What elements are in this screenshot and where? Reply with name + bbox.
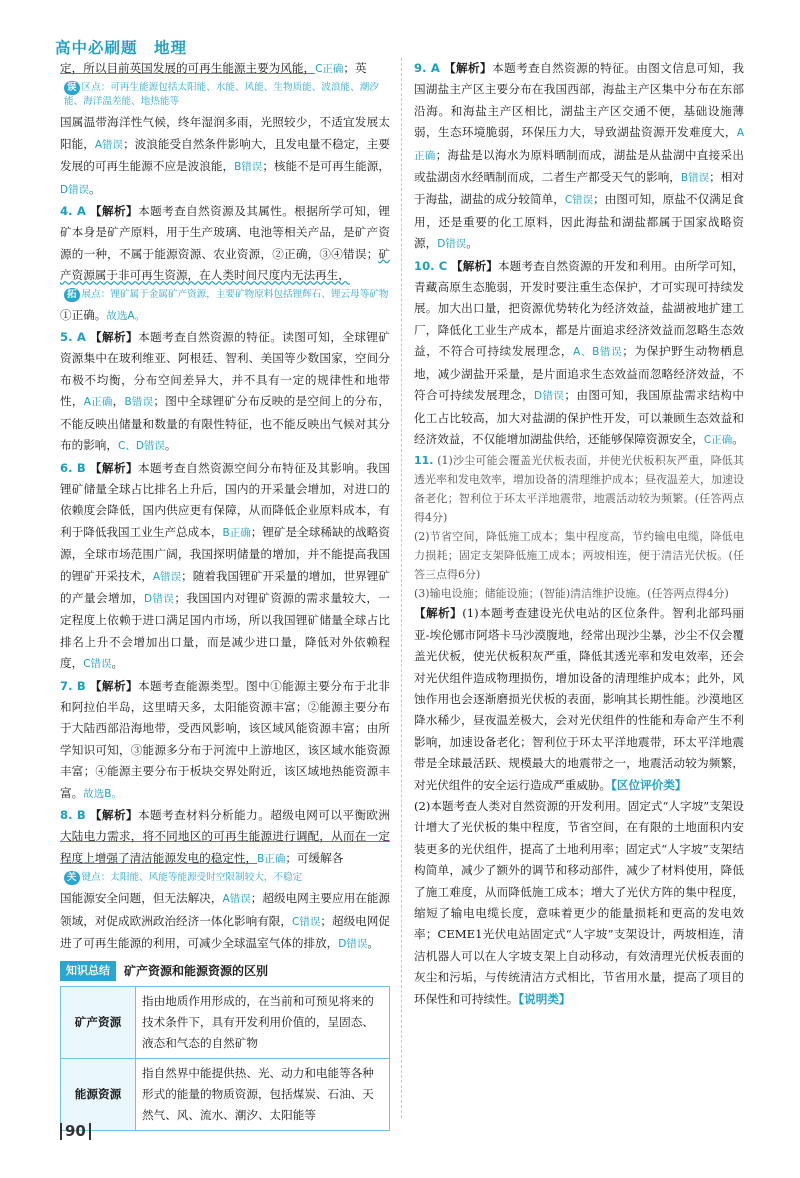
q8-body: 本题考查材料分析能力。超级电网可以平衡欧洲 [138,808,390,822]
question-10 [414,256,744,452]
table-row-key: 能源资源 [61,1059,136,1131]
q8-note-text: 太阳能、风能等能源受时空限制较大，不稳定 [110,872,303,884]
q9-c-wrong: C错误 [564,194,594,207]
q3-note-text: 可再生能源包括太阳能、水能、风能、生物质能、波浪能、潮汐能、海洋温差能、地热能等 [64,82,379,108]
q5-number: 5. A [60,330,86,345]
q9-a-correct: A正确 [414,127,744,162]
table-row [61,987,390,1059]
q5-label: 【解析】 [90,330,139,345]
q6-end: 。 [111,656,124,671]
q7-label: 【解析】 [89,678,138,693]
question-6 [60,458,390,676]
q10-body3: ；由图可知，我国原盐需求结构中化工占比较高，加大对盐湖的保护性开发，可以兼顾生态效益和经济效益，不仅能增加湖盐供给，还能够保障资源安全， [414,388,744,446]
q3-line1: 定，所以目前英国发展的可再生能源主要为风能， [60,61,316,75]
q4-note-tag: 拓 [64,288,80,302]
q8-label: 【解析】 [89,808,138,822]
q11-category-2: 【说明类】 [518,991,571,1006]
q9-number: 9. A [414,61,440,75]
q9-label: 【解析】 [444,61,493,75]
q5-sep: ， [112,394,125,409]
q3-body: 国属温带海洋性气候，终年湿润多雨，光照较少，不适宜发展太阳能， [60,115,390,151]
q8-body2: ；可缓解各 [285,850,344,865]
q10-ab-wrong: A、B错误 [573,346,623,359]
q4-body: 本题考查自然资源及其属性。根据所学可知，锂矿本身是矿产原料，用于生产玻璃、电池等相关产品，是矿产资源的一种，不属于能源资源、农业资源，②正确，③④错误； [60,204,390,261]
q6-d-wrong: D错误 [144,592,175,605]
q5-cd-wrong: C、D错误 [117,440,165,453]
q8-body5: ；超级电网促进了可再生能源的利用，可减少全球温室气体的排放， [60,913,390,951]
question-4 [60,201,390,327]
knowledge-summary [60,960,390,1131]
q3-body2: ；波浪能受自然条件影响大，且发电量不稳定，主要发展的可再生能源不应是波浪能， [60,136,390,174]
table-row [61,1059,390,1131]
table-row-value: 指由地质作用形成的，在当前和可预见将来的技术条件下，具有开发利用价值的，呈固态、液态和气态的自然矿物 [136,987,390,1059]
q8-b-correct: B正确 [257,852,286,865]
q5-b-wrong: B错误 [124,396,154,409]
knowledge-summary-table [60,986,390,1131]
q3-body3: ；核能不是可再生能源， [262,159,390,174]
q4-end: ①正确。 [60,307,107,322]
knowledge-summary-tag: 知识总结 [60,961,116,981]
q9-body: 本题考查自然资源的特征。由图文信息可知，我国湖盐主产区主要分布在我国西部，海盐主产区集中分布在东部沿海。和海盐主产区相比，湖盐主产区交通不便，基础设施薄弱，生态环境脆弱，环保压力大，导致湖盐资源开发难度大， [414,61,744,140]
q8-underlined: 大陆电力需求，将不同地区的可再生能源进行调配，从而在一定程度上增强了清洁能源发电的稳定性， [60,829,390,865]
q5-body: 本题考查自然资源的特征。读图可知，全球锂矿资源集中在玻利维亚、阿根廷、智利、美国等少数国家，空间分布极不均衡，分布空间差异大，并不具有一定的规律性和地带性， [60,330,390,409]
q8-end: 。 [367,936,379,951]
q3-a-wrong: A错误 [94,138,124,151]
q7-number: 7. B [60,678,86,693]
q3-line1-end: ；英 [343,61,367,75]
q11-analysis-label: 【解析】 [414,606,463,621]
table-row-value: 指自然界中能提供热、光、动力和电能等各种形式的能量的物质资源，包括煤炭、石油、天然气、风、流水、潮汐、太阳能等 [136,1059,390,1131]
q9-body3: ；相对于海盐，湖盐的成分较简单， [414,170,744,207]
q11-category-1: 【区位评价类】 [611,777,687,792]
q6-body4: ；我国国内对锂矿资源的需求量较大，一定程度上依赖于进口满足国内市场，所以我国锂矿储量全球占比排名上升不会增加出口量，而是减少进口量，降低对外依赖程度， [60,590,390,671]
column-divider [401,58,402,1118]
q4-note [60,288,390,302]
q10-d-wrong: D错误 [534,390,565,403]
q7-body: 本题考查能源类型。图中①能源主要分布于北非和阿拉伯半岛，这里晴天多，太阳能资源丰富；②能源主要分布于大陆西部沿海地带，受西风影响，该区域风能资源丰富；由所学知识可知，③能源多分布于河流中上游地区，该区域水能资源丰富；④能源主要分布于板块交界处附近，该区域地热能资源丰富。 [60,678,390,800]
q6-body: 本题考查自然资源空间分布特征及其影响。我国锂矿储量全球占比排名上升后，国内的开采量会增加，对进口的依赖度会降低，国内供应更有保障，从而降低企业原料成本，有利于降低我国工业生产总成本， [60,460,390,539]
q11-number: 11. [414,454,434,468]
page-header: 高中必刷题 地理 [55,39,188,57]
q9-d-wrong: D错误 [437,238,467,251]
page-number: 90 [60,1123,91,1140]
q10-end: 。 [732,431,744,446]
q5-body2: ；图中全球锂矿分布反映的是空间上的分布，不能反映出储量和数量的有限性特征，也不能反映出气候对其分布的影响， [60,394,390,453]
table-row-key: 矿产资源 [61,987,136,1059]
q4-number: 4. A [60,204,86,219]
knowledge-summary-title: 矿产资源和能源资源的区别 [124,963,269,978]
q4-answer: 故选A。 [106,309,146,322]
q7-answer: 故选B。 [83,787,122,800]
q9-body4: ；由图可知，原盐不仅满足食用，还是重要的化工原料，因此海盐和湖盐都属于国家战略资源， [414,192,744,251]
q4-note-text: 锂矿属于金属矿产资源，主要矿物原料包括锂辉石、锂云母等矿物 [110,288,389,300]
q4-label: 【解析】 [90,204,139,219]
q6-a-wrong: A错误 [152,570,182,583]
q8-c-wrong: C错误 [292,915,321,928]
right-column [414,58,744,1010]
q9-b-wrong: B错误 [680,172,710,185]
q8-a-wrong: A错误 [222,893,251,906]
q3-note-label: 区点： [81,82,111,94]
question-7 [60,676,390,805]
q6-b-correct: B正确 [222,526,251,539]
question-11 [414,451,744,1010]
q9-body2: ；海盐是以海水为原料晒制而成，湖盐是从盐湖中直接采出或盐湖卤水经晒制而成，二者生产都受天气的影响， [414,147,744,185]
q6-c-wrong: C错误 [83,658,112,671]
question-5 [60,327,390,457]
q8-note [60,871,390,885]
q8-body3: 国能源安全问题，但无法解决， [60,891,223,906]
knowledge-summary-header [60,960,390,982]
q3-b-wrong: B错误 [234,161,263,174]
q9-end: 。 [466,236,478,251]
q6-label: 【解析】 [89,460,138,475]
q10-c-correct: C正确 [703,433,733,446]
q5-a-correct: A正确 [83,396,113,409]
q11-analysis-1: (1)本题考查建设光伏电站的区位条件。智利北部玛丽亚-埃伦娜市阿塔卡马沙漠腹地，经常出现沙尘暴，沙尘不仅会覆盖光伏板，使光伏板积灰严重，降低其透光率和发电效率，还会对光伏组件造成物理损伤，增加设备的清理维护成本；此外，风蚀作用也会逐渐磨损光伏板的表面，影响其长期性能。沙漠地区降水稀少，昼夜温差极大，会对光伏组件的性能和寿命产生不利影响，加速设备老化；智利位于环太平洋地震带，环太平洋地震带是全球最活跃、规模最大的地震带之一，地震活动较为频繁，对光伏组件的安全运行造成严重威胁。 [414,606,744,792]
q8-note-label: 键点： [81,872,111,884]
q3-c-correct: C正确 [315,63,344,75]
q6-body2: ；锂矿是全球稀缺的战略资源，全球市场范围广阔，我国探明储量的增加，并不能提高我国的锂矿开采技术， [60,524,390,583]
q5-end: 。 [164,438,177,453]
q8-note-tag: 关 [64,871,80,885]
q4-underlined: 矿产资源属于非可再生资源，在人类时间尺度内无法再生， [60,246,390,283]
q11-answer-2: (2)节省空间，降低施工成本；集中程度高，节约输电电缆，降低电力损耗；固定支架降低施工成本；两坡相连，便于清洁光伏板。(任答三点得6分) [414,530,744,582]
q10-label: 【解析】 [451,258,498,273]
q3-end: 。 [89,181,101,196]
q3-note-tag: 误 [64,81,80,95]
q10-body2: ；为保护野生动物栖息地，减少湖盐开采量，是片面追求生态效益而忽略经济效益，不符合可持续发展理念， [414,344,744,403]
question-8 [60,805,390,955]
q3-d-wrong: D错误 [60,183,90,196]
q4-note-label: 展点： [81,288,111,300]
q10-body: 本题考查自然资源的开发和利用。由所学可知，青藏高原生态脆弱，开发时要注重生态保护，才可实现可持续发展。加大出口量，把资源优势转化为经济效益，盐湖被地扩建工厂，降低化工业生产成本，都是片面追求经济效益而忽略生态效益，不符合可持续发展理念， [414,258,744,359]
question-3-tail [60,58,390,201]
q11-answer-1: (1)沙尘可能会覆盖光伏板表面，并使光伏板积灰严重，降低其透光率和发电效率，增加设备的清理维护成本；昼夜温差大，加速设备老化；智利位于环太平洋地震带，地震活动较为频繁。(任答两点得4分) [414,454,744,525]
q6-body3: ；随着我国锂矿开采量的增加，世界锂矿的产量会增加， [60,568,390,605]
q8-d-wrong: D错误 [338,938,368,951]
q10-number: 10. C [414,258,448,273]
q8-number: 8. B [60,808,86,822]
q3-note [60,81,390,109]
q8-body4: ；超级电网主要应用在能源领域，对促成欧洲政治经济一体化影响有限， [60,891,390,928]
q6-number: 6. B [60,460,86,475]
question-9 [414,58,744,256]
q11-answer-3: (3)输电设施；储能设施；(智能)清洁维护设施。(任答两点得4分) [414,587,729,601]
q11-analysis-2: (2)本题考查人类对自然资源的开发利用。固定式“人字坡”支架设计增大了光伏板的集中程度，节省空间，在有限的土地面积内安装更多的光伏组件，提高了土地利用率；固定式“人字坡”支架结构简单，减少了额外的调节和移动部件，减少了材料使用，降低了施工难度，从而降低施工成本；增大了光伏方阵的集中程度，缩短了输电电缆长度，意味着更少的能量损耗和更高的发电效率；CEME1光伏电站固定式“人字坡”支架设计，两坡相连，清洁机器人可以在人字坡支架上自动移动，有效清理光伏板表面的灰尘和污垢，与传统清洁方式相比，节省用水量，提高了项目的环保性和可持续性。 [414,798,744,1006]
left-column [60,58,390,1131]
